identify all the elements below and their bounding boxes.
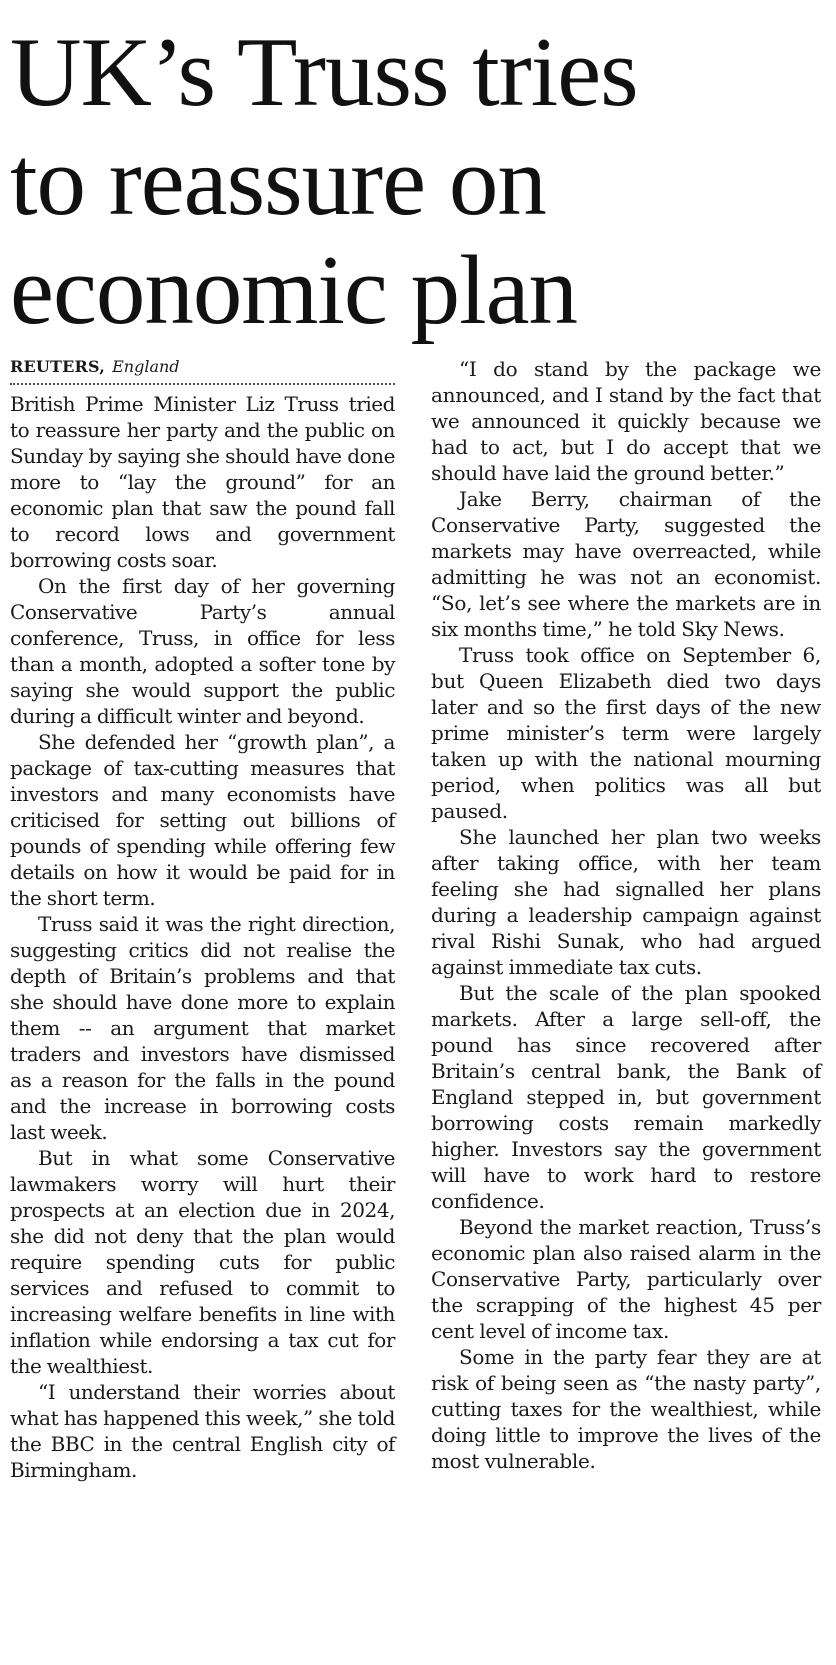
paragraph: She launched her plan two weeks after taking office, with her team feeling she had signalled her plans during a leadership campaign against rival Rishi Sunak, who had argued against immediate tax cuts. (431, 825, 821, 979)
paragraph: British Prime Minister Liz Truss tried to reassure her party and the public on Sunday by saying she should have done more to “lay the ground” for an economic plan that saw the pound fall to record lows and government borrowing costs soar. (10, 392, 395, 572)
paragraph: Jake Berry, chairman of the Conservative Party, suggested the markets may have overreacted, while admitting he was not an economist. “So, let’s see where the markets are in six months time,” he told Sky News. (431, 487, 821, 641)
byline-location: England (112, 357, 180, 376)
paragraph: But in what some Conservative lawmakers worry will hurt their prospects at an election due in 2024, she did not deny that the plan would require spending cuts for public services and refused to commit to increasing welfare benefits in line with inflation while endorsing a tax cut for the wealthiest. (10, 1146, 395, 1378)
headline (10, 18, 826, 345)
right-column (431, 356, 821, 1474)
paragraph: But the scale of the plan spooked markets. After a large sell-off, the pound has since recovered after Britain’s central bank, the Bank of England stepped in, but government borrowing costs remain markedly higher. Investors say the government will have to work hard to restore confidence. (431, 981, 821, 1213)
paragraph: “I understand their worries about what has happened this week,” she told the BBC in the central English city of Birmingham. (10, 1380, 395, 1482)
paragraph: She defended her “growth plan”, a package of tax-cutting measures that investors and many economists have criticised for setting out billions of pounds of spending while offering few details on how it would be paid for in the short term. (10, 730, 395, 910)
left-column (10, 355, 395, 1483)
paragraph: Some in the party fear they are at risk of being seen as “the nasty party”, cutting taxes for the wealthiest, while doing little to improve the lives of the most vulnerable. (431, 1345, 821, 1473)
headline-line: UK’s Truss tries (10, 18, 638, 127)
paragraph: Beyond the market reaction, Truss’s economic plan also raised alarm in the Conservative Party, particularly over the scrapping of the highest 45 per cent level of income tax. (431, 1215, 821, 1343)
byline-agency: REUTERS, (10, 357, 105, 376)
byline (10, 355, 395, 385)
paragraph: Truss said it was the right direction, suggesting critics did not realise the depth of Britain’s problems and that she should have done more to explain them -- an argument that market traders and investors have dismissed as a reason for the falls in the pound and the increase in borrowing costs last week. (10, 912, 395, 1144)
paragraph: On the first day of her governing Conservative Party’s annual conference, Truss, in office for less than a month, adopted a softer tone by saying she would support the public during a difficult winter and beyond. (10, 574, 395, 728)
headline-line: to reassure on (10, 127, 546, 236)
headline-line: economic plan (10, 236, 578, 345)
paragraph: “I do stand by the package we announced, and I stand by the fact that we announced it quickly because we had to act, but I do accept that we should have laid the ground better.” (431, 357, 821, 485)
paragraph: Truss took office on September 6, but Queen Elizabeth died two days later and so the first days of the new prime minister’s term were largely taken up with the national mourning period, when politics was all but paused. (431, 643, 821, 823)
